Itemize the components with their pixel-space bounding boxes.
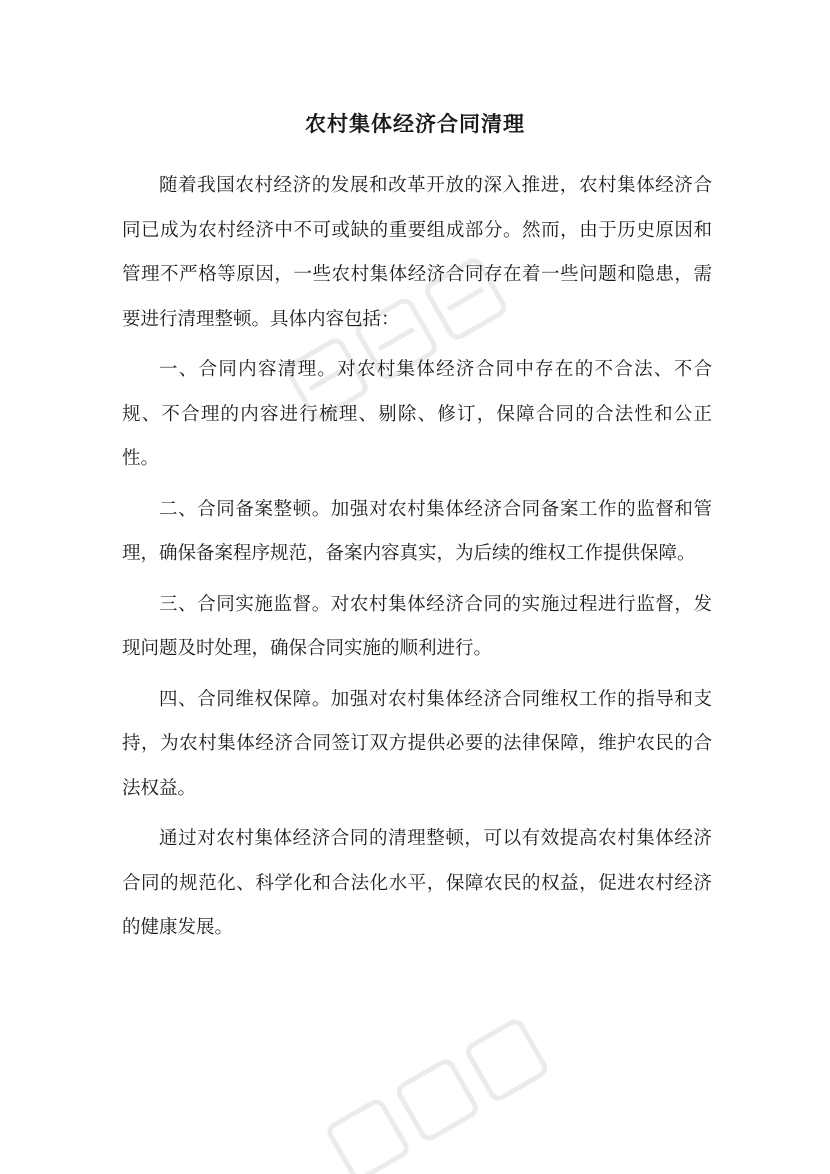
conclusion-paragraph: 通过对农村集体经济合同的清理整顿，可以有效提高农村集体经济合同的规范化、科学化和合法化水平，保障农民的权益，促进农村经济的健康发展。 <box>122 828 712 938</box>
section-two-paragraph: 二、合同备案整顿。加强对农村集体经济合同备案工作的监督和管理，确保备案程序规范，备案内容真实，为后续的维权工作提供保障。 <box>122 498 712 564</box>
intro-paragraph: 随着我国农村经济的发展和改革开放的深入推进，农村集体经济合同已成为农村经济中不可或缺的重要组成部分。然而，由于历史原因和管理不严格等原因，一些农村集体经济合同存在着一些问题和隐患，需要进行清理整顿。具体内容包括： <box>122 175 712 330</box>
section-four-paragraph: 四、合同维权保障。加强对农村集体经济合同维权工作的指导和支持，为农村集体经济合同签订双方提供必要的法律保障，维护农民的合法权益。 <box>122 688 712 799</box>
document-body <box>122 164 712 957</box>
section-three-paragraph: 三、合同实施监督。对农村集体经济合同的实施过程进行监督，发现问题及时处理，确保合同实施的顺利进行。 <box>122 593 712 659</box>
document-title: 农村集体经济合同清理 <box>305 111 525 136</box>
section-one-paragraph: 一、合同内容清理。对农村集体经济合同中存在的不合法、不合规、不合理的内容进行梳理、剔除、修订，保障合同的合法性和公正性。 <box>122 359 712 469</box>
